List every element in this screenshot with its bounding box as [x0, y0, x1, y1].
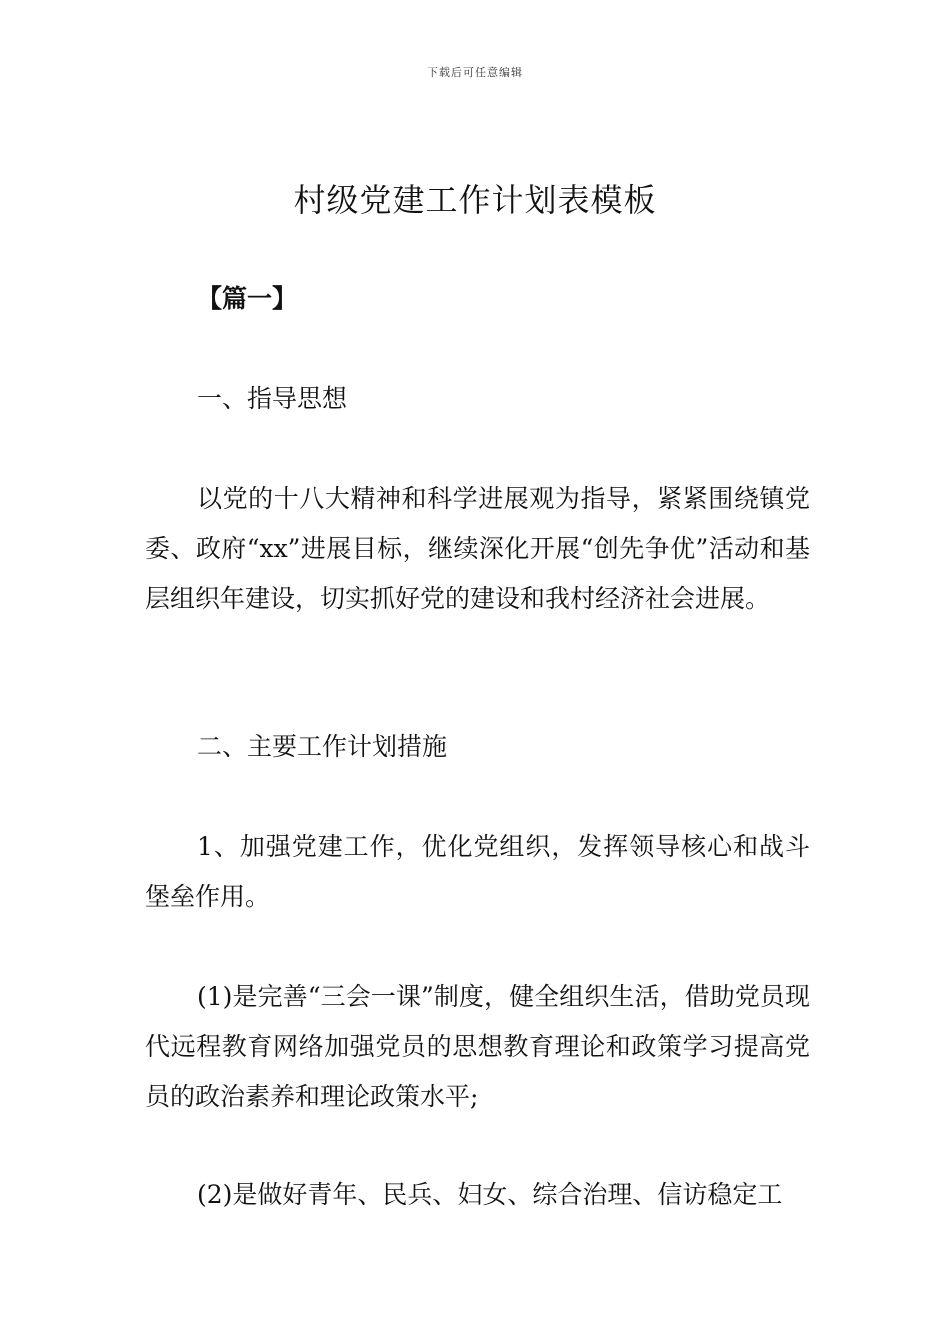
document-title: 村级党建工作计划表模板: [293, 181, 657, 219]
paragraph-guiding-ideology: 以党的十八大精神和科学进展观为指导，紧紧围绕镇党委、政府“xx”进展目标，继续深化开展“创先争优”活动和基层组织年建设，切实抓好党的建设和我村经济社会进展。: [145, 484, 810, 613]
section-heading-guiding-ideology: 一、指导思想: [197, 384, 348, 413]
list-subitem-2: (2)是做好青年、民兵、妇女、综合治理、信访稳定工: [197, 1180, 783, 1209]
list-item-1: 1、加强党建工作，优化党组织，发挥领导核心和战斗堡垒作用。: [145, 832, 810, 911]
section-heading-work-plan: 二、主要工作计划措施: [197, 732, 448, 761]
part-label: 【篇一】: [197, 284, 298, 313]
page-header-note: 下载后可任意编辑: [427, 66, 523, 79]
list-subitem-1: (1)是完善“三会一课”制度，健全组织生活，借助党员现代远程教育网络加强党员的思想教育理论和政策学习提高党员的政治素养和理论政策水平;: [145, 982, 810, 1111]
